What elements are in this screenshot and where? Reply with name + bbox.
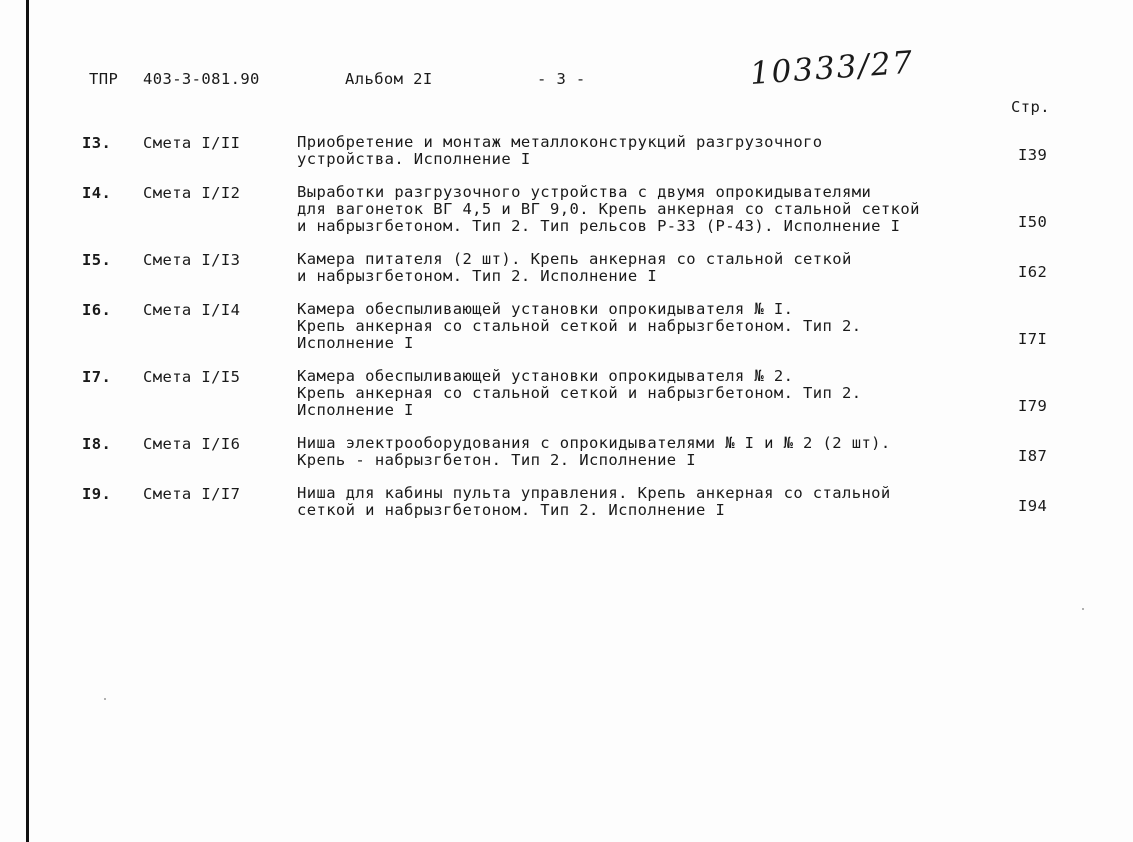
description-line: Приобретение и монтаж металлоконструкций разгрузочного (297, 133, 823, 151)
entry-description (297, 251, 997, 285)
entry-number: I3. (82, 134, 112, 152)
entry-number: I5. (82, 251, 112, 269)
description-line: и набрызгбетоном. Тип 2. Тип рельсов Р-33 (Р-43). Исполнение I (297, 217, 901, 235)
description-line: Исполнение I (297, 401, 414, 419)
project-code: 403-3-081.90 (143, 70, 260, 88)
description-line: для вагонеток ВГ 4,5 и ВГ 9,0. Крепь анкерная со стальной сеткой (297, 200, 920, 218)
page-number: I50 (1018, 213, 1048, 231)
description-line: Выработки разгрузочного устройства с двумя опрокидывателями (297, 183, 872, 201)
description-line: Крепь анкерная со стальной сеткой и набрызгбетоном. Тип 2. (297, 384, 862, 402)
entry-description (297, 301, 997, 352)
description-line: Ниша для кабины пульта управления. Крепь анкерная со стальной (297, 484, 891, 502)
page-number: I94 (1018, 497, 1048, 515)
description-line: Камера обеспыливающей установки опрокидывателя № 2. (297, 367, 794, 385)
description-line: Ниша электрооборудования с опрокидывателями № I и № 2 (2 шт). (297, 434, 891, 452)
description-line: сеткой и набрызгбетоном. Тип 2. Исполнение I (297, 501, 726, 519)
description-line: Крепь - набрызгбетон. Тип 2. Исполнение I (297, 451, 697, 469)
entry-number: I8. (82, 435, 112, 453)
estimate-code: Смета I/I7 (143, 485, 241, 503)
description-line: Камера обеспыливающей установки опрокидывателя № I. (297, 300, 794, 318)
estimate-code: Смета I/I2 (143, 184, 241, 202)
description-line: Камера питателя (2 шт). Крепь анкерная со стальной сеткой (297, 250, 852, 268)
page-marker: - 3 - (537, 70, 586, 88)
entry-description (297, 184, 997, 235)
entry-number: I4. (82, 184, 112, 202)
entry-number: I6. (82, 301, 112, 319)
estimate-code: Смета I/I3 (143, 251, 241, 269)
estimate-code: Смета I/I4 (143, 301, 241, 319)
series-label: ТПР (89, 70, 119, 88)
description-line: устройства. Исполнение I (297, 150, 531, 168)
page-number: I79 (1018, 397, 1048, 415)
page-number: I87 (1018, 447, 1048, 465)
page-number: I7I (1018, 330, 1048, 348)
estimate-code: Смета I/II (143, 134, 241, 152)
page-column-header: Стр. (1011, 98, 1050, 116)
description-line: Исполнение I (297, 334, 414, 352)
description-line: и набрызгбетоном. Тип 2. Исполнение I (297, 267, 658, 285)
album-label: Альбом 2I (345, 70, 433, 88)
page-number: I39 (1018, 146, 1048, 164)
entry-number: I9. (82, 485, 112, 503)
page-number: I62 (1018, 263, 1048, 281)
handwritten-inventory-number: 10333/27 (748, 44, 916, 92)
estimate-code: Смета I/I5 (143, 368, 241, 386)
entry-description (297, 368, 997, 419)
description-line: Крепь анкерная со стальной сеткой и набрызгбетоном. Тип 2. (297, 317, 862, 335)
binding-edge-line (26, 0, 29, 842)
entry-number: I7. (82, 368, 112, 386)
entry-description (297, 485, 997, 519)
entry-description (297, 134, 997, 168)
estimate-code: Смета I/I6 (143, 435, 241, 453)
entry-description (297, 435, 997, 469)
scan-speck (104, 698, 106, 700)
scan-speck (1082, 608, 1084, 610)
